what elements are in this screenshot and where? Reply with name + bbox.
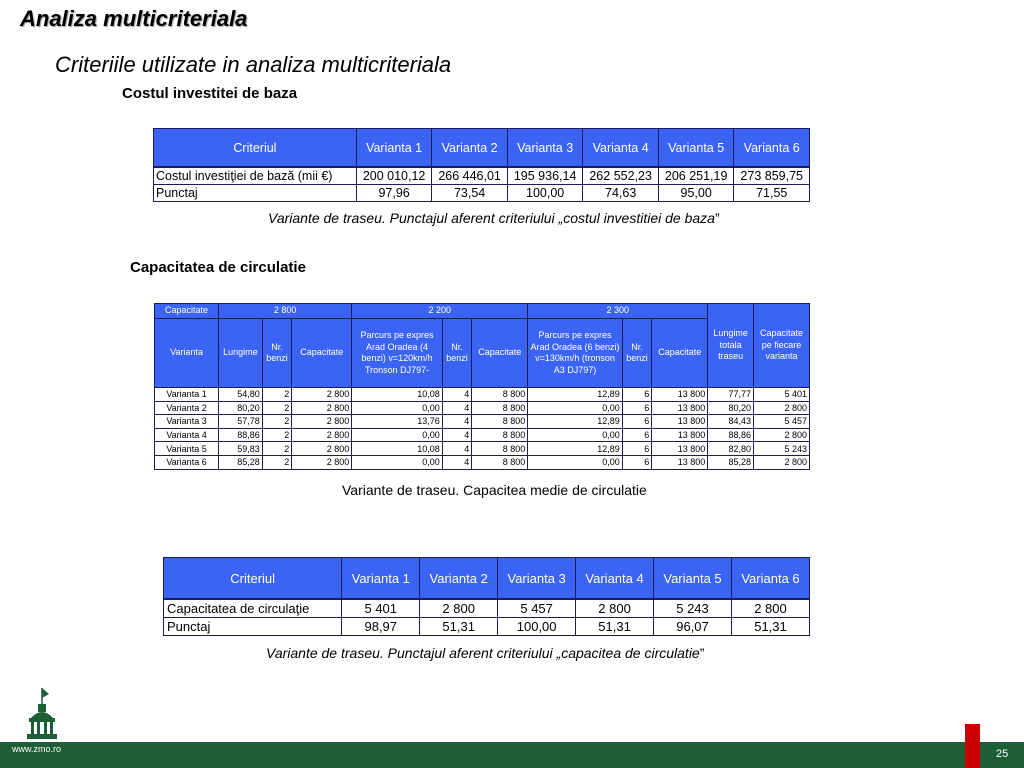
table-cell: 51,31 <box>420 618 498 636</box>
table-row <box>155 415 810 429</box>
table-cell: 88,86 <box>708 428 754 442</box>
table-cell: 5 401 <box>753 388 809 402</box>
row-label: Varianta 5 <box>155 442 219 456</box>
page-subtitle: Criteriile utilizate in analiza multicriteriala <box>55 52 452 77</box>
table-cell: 8 800 <box>472 428 528 442</box>
table-cell: 12,89 <box>528 415 623 429</box>
header-cell: Criteriul <box>164 558 342 600</box>
header-cell: Capacitate <box>652 319 708 388</box>
header-cell: Parcurs pe expres Arad Oradea (6 benzi) v=130km/h (tronson A3 DJ797) <box>528 319 623 388</box>
table-cell: 2 <box>262 388 291 402</box>
table-cell: 2 800 <box>292 401 352 415</box>
table-cell: 96,07 <box>654 618 732 636</box>
table-cell: 4 <box>442 428 471 442</box>
table-cell: 2 800 <box>420 599 498 618</box>
table-cell: 12,89 <box>528 442 623 456</box>
header-cell: Varianta 2 <box>432 129 508 168</box>
caption-capacity: Variante de traseu. Capacitea medie de circulatie <box>342 482 647 498</box>
header-cell: Capacitate <box>155 304 219 319</box>
header-cell: Varianta 2 <box>420 558 498 600</box>
table-cell: 6 <box>622 442 651 456</box>
table-cell: 0,00 <box>528 401 623 415</box>
header-cell: Varianta 6 <box>731 558 809 600</box>
row-label: Costul investiţiei de bază (mii €) <box>154 167 357 185</box>
header-cell: Nr. benzi <box>622 319 651 388</box>
table-cell: 51,31 <box>576 618 654 636</box>
table-row <box>155 455 810 469</box>
table-cell: 206 251,19 <box>658 167 734 185</box>
table-cell: 8 800 <box>472 415 528 429</box>
table-cell: 2 800 <box>292 415 352 429</box>
row-label: Punctaj <box>154 185 357 202</box>
table-cell: 71,55 <box>734 185 810 202</box>
table-cell: 0,00 <box>528 428 623 442</box>
table-cell: 13 800 <box>652 388 708 402</box>
row-label: Varianta 4 <box>155 428 219 442</box>
table-cell: 85,28 <box>708 455 754 469</box>
header-cell: Nr. benzi <box>442 319 471 388</box>
row-label: Varianta 1 <box>155 388 219 402</box>
header-cell: 2 800 <box>219 304 352 319</box>
table-cell: 88,86 <box>219 428 263 442</box>
header-cell: Varianta 3 <box>498 558 576 600</box>
header-cell: Varianta 4 <box>583 129 659 168</box>
table-cell: 10,08 <box>352 442 443 456</box>
table-cell: 2 800 <box>753 455 809 469</box>
table-cell: 2 <box>262 455 291 469</box>
table-cell: 77,77 <box>708 388 754 402</box>
table-cell: 8 800 <box>472 388 528 402</box>
caption-text: Variante de traseu. Punctajul aferent criteriului „costul investitiei de baza <box>268 210 715 226</box>
capacity-table <box>154 303 810 470</box>
header-cell: Capacitate <box>472 319 528 388</box>
table-cell: 5 243 <box>654 599 732 618</box>
table-cell: 2 800 <box>292 428 352 442</box>
row-label: Varianta 2 <box>155 401 219 415</box>
header-cell: Varianta <box>155 319 219 388</box>
table-row <box>164 618 810 636</box>
table-cell: 8 800 <box>472 442 528 456</box>
section-title-capacity: Capacitatea de circulatie <box>130 259 306 276</box>
header-cell: Varianta 5 <box>658 129 734 168</box>
header-cell: Criteriul <box>154 129 357 168</box>
table-cell: 4 <box>442 388 471 402</box>
table-cell: 2 800 <box>753 401 809 415</box>
table-cell: 5 401 <box>342 599 420 618</box>
header-cell: Capacitate <box>292 319 352 388</box>
table-cell: 0,00 <box>528 455 623 469</box>
table-cell: 2 <box>262 401 291 415</box>
table-cell: 12,89 <box>528 388 623 402</box>
table-cell: 98,97 <box>342 618 420 636</box>
caption-quote: ” <box>699 645 705 661</box>
table-cell: 54,80 <box>219 388 263 402</box>
section-title-cost: Costul investitei de baza <box>122 85 298 102</box>
table-cell: 2 <box>262 415 291 429</box>
table-cell: 4 <box>442 401 471 415</box>
table-cell: 8 800 <box>472 401 528 415</box>
header-cell: Parcurs pe expres Arad Oradea (4 benzi) v=120km/h Tronson DJ797- <box>352 319 443 388</box>
table-cell: 13 800 <box>652 455 708 469</box>
table-cell: 2 <box>262 442 291 456</box>
row-label: Capacitatea de circulaţie <box>164 599 342 618</box>
row-label: Varianta 3 <box>155 415 219 429</box>
caption-cost <box>268 210 720 226</box>
table-cell: 82,80 <box>708 442 754 456</box>
table-cell: 74,63 <box>583 185 659 202</box>
header-cell: Capacitate pe fiecare varianta <box>753 304 809 388</box>
city-hall-logo-icon <box>25 688 59 740</box>
table-cell: 2 <box>262 428 291 442</box>
header-cell: Varianta 1 <box>356 129 432 168</box>
header-cell: Varianta 5 <box>654 558 732 600</box>
table-cell: 2 800 <box>292 442 352 456</box>
footer-accent <box>965 724 980 768</box>
table-row <box>154 185 810 202</box>
table-cell: 100,00 <box>498 618 576 636</box>
header-cell: Varianta 4 <box>576 558 654 600</box>
header-cell: Varianta 1 <box>342 558 420 600</box>
table-cell: 13,76 <box>352 415 443 429</box>
table-cell: 2 800 <box>753 428 809 442</box>
table-cell: 59,83 <box>219 442 263 456</box>
table-cell: 2 800 <box>731 599 809 618</box>
table-row <box>164 599 810 618</box>
header-cell: Lungime totala traseu <box>708 304 754 388</box>
table-cell: 0,00 <box>352 428 443 442</box>
table-cell: 13 800 <box>652 401 708 415</box>
table-cell: 273 859,75 <box>734 167 810 185</box>
header-cell: Lungime <box>219 319 263 388</box>
table-cell: 2 800 <box>292 455 352 469</box>
header-cell: Nr. benzi <box>262 319 291 388</box>
table-cell: 57,78 <box>219 415 263 429</box>
table-cell: 4 <box>442 442 471 456</box>
row-label: Varianta 6 <box>155 455 219 469</box>
table-cell: 51,31 <box>731 618 809 636</box>
table-row <box>155 388 810 402</box>
table-cell: 13 800 <box>652 428 708 442</box>
table-row <box>155 442 810 456</box>
footer-bar <box>0 742 1024 768</box>
table-cell: 6 <box>622 401 651 415</box>
table-cell: 262 552,23 <box>583 167 659 185</box>
table-cell: 195 936,14 <box>507 167 583 185</box>
table-cell: 5 457 <box>498 599 576 618</box>
header-cell: Varianta 6 <box>734 129 810 168</box>
table-cell: 100,00 <box>507 185 583 202</box>
page-title: Analiza multicriteriala <box>20 6 248 31</box>
table-row <box>154 167 810 185</box>
table-cell: 4 <box>442 455 471 469</box>
table-cell: 2 800 <box>292 388 352 402</box>
table-cell: 84,43 <box>708 415 754 429</box>
table-cell: 13 800 <box>652 442 708 456</box>
header-cell: 2 200 <box>352 304 528 319</box>
table-cell: 2 800 <box>576 599 654 618</box>
table-cell: 95,00 <box>658 185 734 202</box>
table-cell: 0,00 <box>352 455 443 469</box>
table-cell: 266 446,01 <box>432 167 508 185</box>
page-number: 25 <box>996 748 1009 760</box>
table-cell: 10,08 <box>352 388 443 402</box>
table-cell: 73,54 <box>432 185 508 202</box>
table-cell: 97,96 <box>356 185 432 202</box>
table-cell: 5 243 <box>753 442 809 456</box>
footer-url[interactable]: www.zmo.ro <box>12 744 62 754</box>
table-cell: 6 <box>622 415 651 429</box>
capacity-score-table <box>163 557 810 636</box>
table-cell: 13 800 <box>652 415 708 429</box>
row-label: Punctaj <box>164 618 342 636</box>
table-cell: 80,20 <box>708 401 754 415</box>
caption-text: Variante de traseu. Punctajul aferent criteriului „capacitea de circulatie <box>266 645 700 661</box>
table-row <box>155 401 810 415</box>
cost-table <box>153 128 810 202</box>
table-cell: 6 <box>622 428 651 442</box>
table-cell: 5 457 <box>753 415 809 429</box>
table-cell: 80,20 <box>219 401 263 415</box>
table-cell: 8 800 <box>472 455 528 469</box>
table-row <box>155 428 810 442</box>
caption-capacity-score <box>266 645 704 661</box>
table-cell: 4 <box>442 415 471 429</box>
table-cell: 6 <box>622 388 651 402</box>
table-cell: 6 <box>622 455 651 469</box>
table-cell: 85,28 <box>219 455 263 469</box>
caption-quote: ” <box>714 210 720 226</box>
header-cell: Varianta 3 <box>507 129 583 168</box>
table-cell: 200 010,12 <box>356 167 432 185</box>
header-cell: 2 300 <box>528 304 708 319</box>
table-cell: 0,00 <box>352 401 443 415</box>
